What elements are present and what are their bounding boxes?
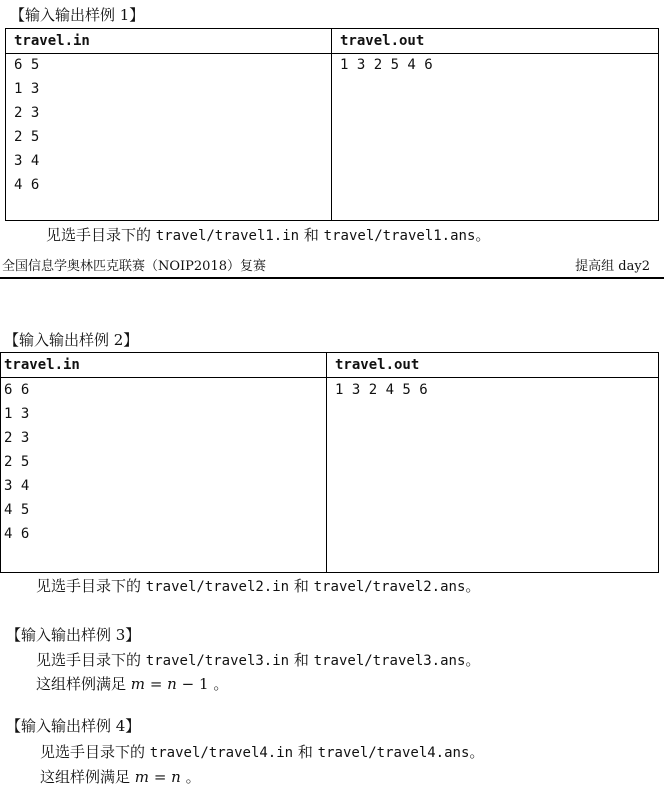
note-file-ans: travel/travel3.ans [313,653,466,669]
sample2-in-line: 3 4 [4,478,30,494]
sample2-out-line: 1 3 2 4 5 6 [335,382,428,398]
sample4-condition [40,768,201,786]
footer-rule [0,277,664,279]
note-file-in: travel/travel4.in [149,745,294,761]
sample1-in-line: 6 5 [14,57,40,73]
minus-sign: − [181,675,195,693]
note-end: 。 [469,743,485,761]
sample3-heading: 【输入输出样例 3】 [6,626,141,644]
sample2-in-line: 4 6 [4,526,30,542]
sample4-note [40,743,484,762]
note-and: 和 [297,743,313,761]
note-prefix: 见选手目录下的 [36,651,142,669]
note-file-in: travel/travel1.in [155,228,300,244]
condition-end: 。 [213,675,229,693]
footer-left: 全国信息学奥林匹克联赛（NOIP2018）复赛 [2,259,266,274]
equals-sign: = [149,675,163,693]
note-end: 。 [475,226,491,244]
sample1-table-header-row [6,29,658,54]
sample2-in-header: travel.in [4,357,80,373]
condition-formula [131,675,214,693]
sample2-heading: 【输入输出样例 2】 [4,331,139,349]
note-prefix: 见选手目录下的 [36,577,142,595]
sample4-heading: 【输入输出样例 4】 [6,717,141,735]
sample2-note [36,577,480,596]
condition-formula [135,768,186,786]
sample3-condition [36,675,228,693]
number-one: 1 [198,675,209,693]
note-and: 和 [303,226,319,244]
sample2-in-line: 6 6 [4,382,30,398]
note-end: 。 [465,577,481,595]
sample1-table [5,28,659,221]
sample3-note [36,651,480,670]
sample1-column-divider [331,29,332,220]
sample1-out-header: travel.out [340,33,425,49]
condition-prefix: 这组样例满足 [36,675,127,693]
sample1-in-line: 1 3 [14,81,40,97]
sample1-in-line: 2 5 [14,129,40,145]
sample1-in-line: 4 6 [14,177,40,193]
note-file-in: travel/travel3.in [145,653,290,669]
var-n: n [167,675,177,693]
sample1-in-header: travel.in [14,33,90,49]
note-and: 和 [293,577,309,595]
condition-prefix: 这组样例满足 [40,768,131,786]
sample2-in-line: 1 3 [4,406,30,422]
var-m: m [130,675,146,693]
sample1-note [46,226,490,245]
sample2-in-line: 4 5 [4,502,30,518]
sample2-column-divider [326,353,327,572]
note-prefix: 见选手目录下的 [40,743,146,761]
note-file-in: travel/travel2.in [145,579,290,595]
var-n: n [171,768,181,786]
sample1-in-line: 3 4 [14,153,40,169]
sample1-out-line: 1 3 2 5 4 6 [340,57,433,73]
sample2-table [0,352,659,573]
footer-right: 提高组 day2 [575,259,650,274]
sample1-in-line: 2 3 [14,105,40,121]
sample2-in-line: 2 5 [4,454,30,470]
equals-sign: = [153,768,167,786]
note-file-ans: travel/travel2.ans [313,579,466,595]
sample2-out-header: travel.out [335,357,420,373]
note-prefix: 见选手目录下的 [46,226,152,244]
note-file-ans: travel/travel1.ans [323,228,476,244]
sample2-in-line: 2 3 [4,430,30,446]
note-file-ans: travel/travel4.ans [317,745,470,761]
sample2-table-header-row [1,353,658,378]
var-m: m [134,768,150,786]
note-end: 。 [465,651,481,669]
note-and: 和 [293,651,309,669]
condition-end: 。 [185,768,201,786]
sample1-heading: 【输入输出样例 1】 [10,6,145,24]
